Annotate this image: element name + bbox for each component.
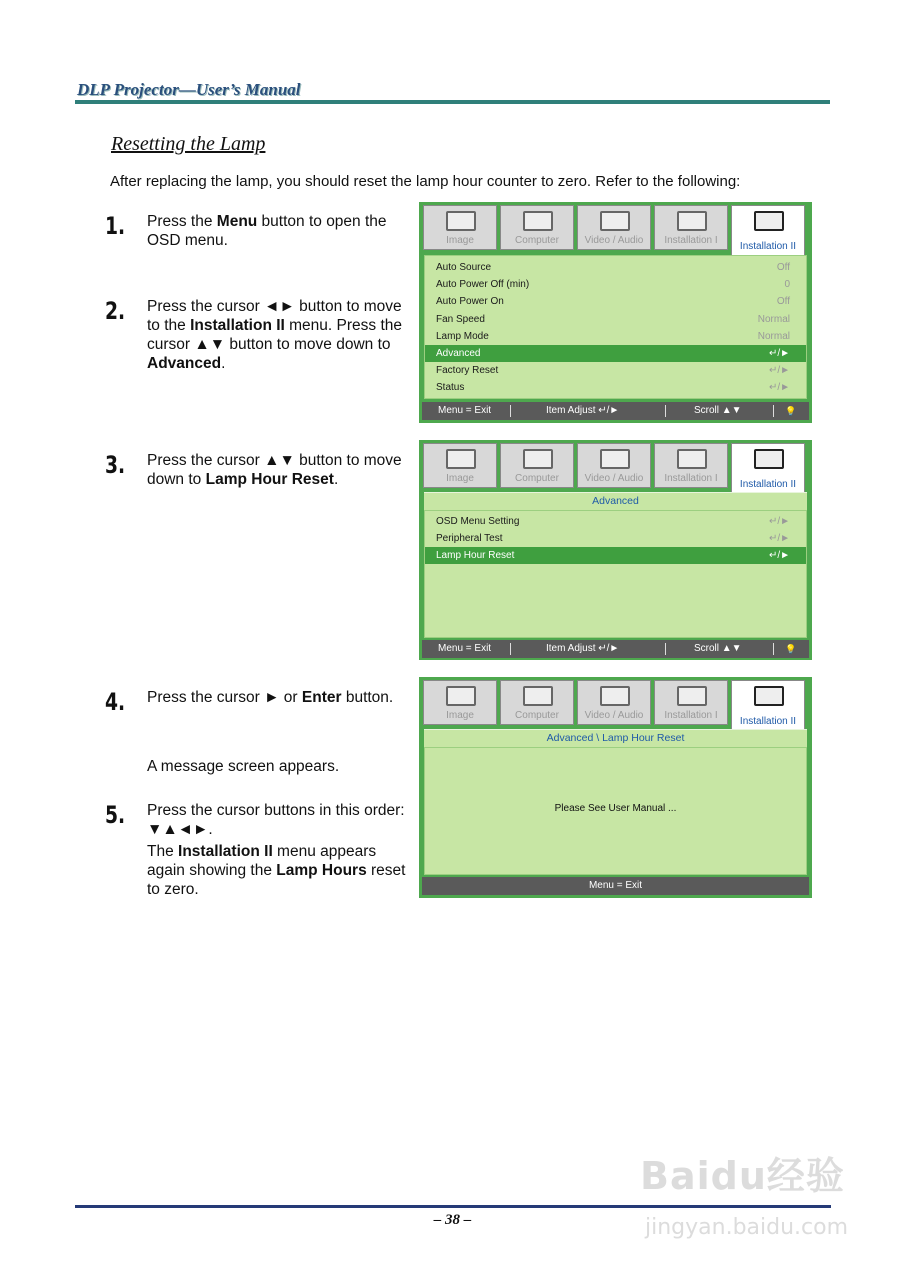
video-audio-tab-icon: [600, 211, 630, 231]
image-tab-icon: [446, 449, 476, 469]
osd-footer-adjust: Item Adjust ↵/►: [546, 405, 620, 416]
step-number: 1.: [105, 212, 126, 240]
osd-tab-bar: [423, 443, 808, 493]
osd-message: Please See User Manual ...: [554, 803, 677, 814]
step-text-bold: Installation II: [190, 317, 285, 334]
osd-tab-image[interactable]: [423, 443, 497, 488]
installation-i-tab-icon: [677, 686, 707, 706]
osd-item-label: Fan Speed: [436, 313, 485, 325]
osd-item-value: Normal: [757, 330, 790, 342]
manual-header-title: DLP Projector—User’s Manual: [77, 80, 301, 99]
osd-footer-adjust: Item Adjust ↵/►: [546, 643, 620, 654]
computer-tab-icon: [523, 449, 553, 469]
computer-tab-icon: [523, 686, 553, 706]
step-text-run: .: [333, 471, 339, 488]
osd-footer-divider: [665, 405, 666, 417]
installation-i-tab-icon: [677, 449, 707, 469]
osd-tab-label: Video / Audio: [584, 710, 644, 721]
step-text-run: Press the cursor buttons in this order: ▼▲◄►.: [147, 802, 405, 838]
osd-item-label: Factory Reset: [436, 365, 499, 377]
osd-footer: [422, 877, 809, 895]
step-text: [147, 451, 407, 489]
step-text-run: Press the cursor ▲▼ button to move down to: [147, 452, 402, 488]
step-text: [147, 297, 407, 373]
step-number: 5.: [105, 801, 126, 829]
osd-tab-installation-i[interactable]: [654, 443, 728, 488]
video-audio-tab-icon: [600, 686, 630, 706]
osd-item-value: ↵/►: [768, 516, 790, 527]
osd-tab-installation-ii[interactable]: [731, 205, 805, 255]
osd-menu-item[interactable]: [425, 379, 806, 396]
osd-menu-item[interactable]: [425, 530, 806, 547]
step-text-bold: Installation II: [178, 843, 273, 860]
installation-ii-tab-icon: [754, 686, 784, 706]
osd-footer: [422, 640, 809, 658]
osd-item-value: Off: [776, 296, 790, 308]
installation-i-tab-icon: [677, 211, 707, 231]
osd-tab-label: Video / Audio: [584, 235, 644, 246]
step-text: [147, 842, 407, 899]
osd-item-value: ↵/►: [768, 533, 790, 545]
step-text: [147, 212, 407, 250]
osd-tab-image[interactable]: [423, 205, 497, 250]
osd-installation-ii-menu: [419, 202, 812, 423]
video-audio-tab-icon: [600, 449, 630, 469]
image-tab-icon: [446, 686, 476, 706]
osd-footer: [422, 402, 809, 420]
osd-menu-item[interactable]: [425, 362, 806, 379]
osd-menu-panel: [424, 255, 807, 399]
osd-item-value: ↵/►: [768, 550, 790, 562]
osd-footer-exit: Menu = Exit: [588, 880, 643, 891]
osd-footer-exit: Menu = Exit: [438, 643, 492, 654]
step-text-run: menu. Press the cursor ▲▼ button to move down to: [147, 317, 402, 353]
osd-item-label: Peripheral Test: [436, 533, 503, 545]
osd-subtitle: Advanced: [424, 492, 807, 510]
page-number: – 38 –: [433, 1212, 472, 1228]
osd-item-label: Auto Source: [436, 262, 492, 273]
osd-footer-exit: Menu = Exit: [438, 405, 492, 416]
osd-tab-bar: [423, 680, 808, 730]
step-text-run: Press the cursor ► or: [147, 689, 302, 706]
osd-footer-divider: [510, 405, 511, 417]
osd-footer-divider: [773, 405, 774, 417]
osd-tab-installation-ii[interactable]: [731, 680, 805, 730]
osd-tab-installation-ii[interactable]: [731, 443, 805, 493]
osd-tab-video-audio[interactable]: [577, 205, 651, 250]
osd-tab-label: Installation I: [664, 710, 718, 721]
footer-divider: [75, 1205, 831, 1208]
osd-tab-computer[interactable]: [500, 205, 574, 250]
step-text-bold: Advanced: [147, 355, 222, 372]
osd-tab-computer[interactable]: [500, 680, 574, 725]
osd-tab-label: Image: [446, 710, 474, 721]
osd-tab-label: Installation II: [739, 716, 797, 727]
osd-footer-divider: [665, 643, 666, 655]
osd-tab-video-audio[interactable]: [577, 443, 651, 488]
osd-footer-scroll: Scroll ▲▼: [694, 405, 742, 416]
step-text-run: button to open the OSD menu.: [147, 213, 387, 249]
step-text-run: Press the: [147, 213, 217, 230]
step-number: 3.: [105, 451, 126, 479]
section-title: Resetting the Lamp: [111, 133, 266, 155]
osd-menu-item[interactable]: [425, 276, 806, 293]
osd-item-label: Lamp Mode: [436, 330, 489, 342]
step-text-bold: Menu: [216, 213, 258, 230]
osd-tab-label: Installation I: [664, 235, 718, 246]
step-text-run: The: [147, 843, 179, 860]
step-text-bold: Lamp Hours: [276, 862, 367, 879]
step-text-run: menu appears again showing the: [147, 843, 377, 879]
osd-menu-panel: [424, 510, 807, 638]
osd-advanced-menu: [419, 440, 812, 660]
osd-menu-item[interactable]: [425, 293, 806, 310]
step-text: [147, 801, 407, 839]
step-text-run: reset to zero.: [147, 862, 406, 898]
osd-item-label: Auto Power Off (min): [436, 279, 530, 291]
step-text: [147, 688, 407, 707]
osd-tab-bar: [423, 205, 808, 255]
step-text: [147, 757, 407, 776]
osd-tab-label: Video / Audio: [584, 473, 644, 484]
osd-menu-item[interactable]: [425, 513, 806, 530]
step-number: 2.: [105, 297, 126, 325]
osd-footer-scroll: Scroll ▲▼: [694, 643, 742, 654]
installation-ii-tab-icon: [754, 449, 784, 469]
osd-tab-label: Image: [446, 473, 474, 484]
step-text-run: A message screen appears.: [147, 758, 340, 775]
step-text-bold: Enter: [301, 689, 342, 706]
osd-menu-item[interactable]: [425, 259, 806, 276]
osd-menu-item[interactable]: [425, 345, 806, 362]
osd-menu-item[interactable]: [425, 311, 806, 328]
lamp-icon: 💡: [785, 644, 797, 654]
osd-item-value: ↵/►: [768, 382, 790, 394]
osd-tab-label: Image: [446, 235, 474, 246]
osd-footer-divider: [773, 643, 774, 655]
osd-item-label: Auto Power On: [436, 296, 504, 308]
watermark-logo: Baidu经验: [640, 1154, 845, 1198]
osd-item-label: Advanced: [436, 348, 481, 359]
osd-tab-label: Installation II: [739, 479, 797, 490]
osd-tab-label: Installation I: [664, 473, 718, 484]
step-text-bold: Lamp Hour Reset: [205, 471, 334, 488]
osd-item-value: Normal: [757, 313, 790, 325]
osd-tab-installation-i[interactable]: [654, 205, 728, 250]
installation-ii-tab-icon: [754, 211, 784, 231]
osd-menu-item[interactable]: [425, 547, 806, 564]
step-number: 4.: [105, 688, 126, 716]
step-text-run: Press the cursor ◄► button to move to the: [147, 298, 402, 334]
section-intro: After replacing the lamp, you should reset the lamp hour counter to zero. Refer to the following:: [110, 173, 741, 190]
osd-tab-label: Installation II: [739, 241, 797, 252]
osd-menu-item[interactable]: [425, 328, 806, 345]
osd-tab-computer[interactable]: [500, 443, 574, 488]
osd-tab-label: Computer: [515, 235, 559, 246]
osd-item-value: ↵/►: [768, 348, 790, 359]
osd-tab-image[interactable]: [423, 680, 497, 725]
watermark-url: jingyan.baidu.com: [645, 1215, 849, 1240]
osd-lamp-hour-reset-screen: [419, 677, 812, 898]
osd-item-label: Lamp Hour Reset: [436, 550, 515, 562]
osd-tab-label: Computer: [515, 473, 559, 484]
osd-item-value: 0: [784, 279, 790, 291]
osd-subtitle: Advanced \ Lamp Hour Reset: [424, 729, 807, 747]
osd-item-value: Off: [776, 262, 790, 273]
lamp-icon: 💡: [785, 406, 797, 416]
osd-tab-label: Computer: [515, 710, 559, 721]
osd-item-label: OSD Menu Setting: [436, 516, 520, 527]
osd-item-value: ↵/►: [768, 365, 790, 377]
header-divider: [75, 100, 830, 104]
osd-footer-divider: [510, 643, 511, 655]
step-text-run: button.: [341, 689, 394, 706]
osd-tab-installation-i[interactable]: [654, 680, 728, 725]
osd-tab-video-audio[interactable]: [577, 680, 651, 725]
computer-tab-icon: [523, 211, 553, 231]
osd-message-panel: [424, 747, 807, 875]
image-tab-icon: [446, 211, 476, 231]
step-text-run: .: [221, 355, 226, 372]
osd-item-label: Status: [436, 382, 465, 394]
